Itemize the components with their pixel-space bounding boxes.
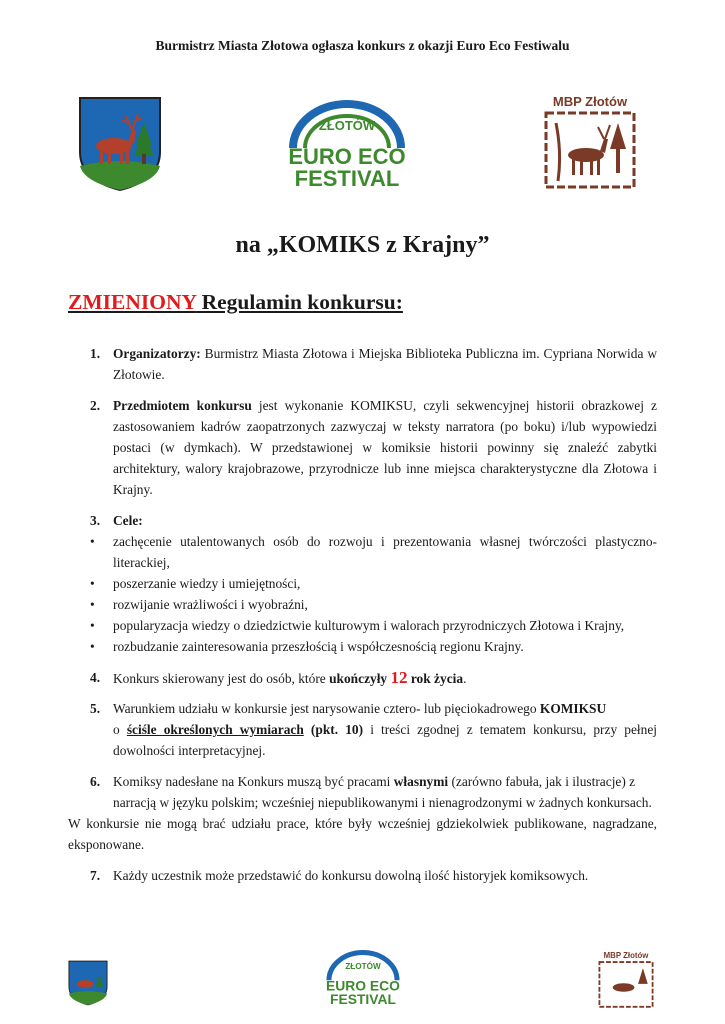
euro-eco-festival-logo bbox=[283, 100, 411, 192]
city-coat-of-arms-logo-small bbox=[68, 956, 108, 1010]
rule-6-text-2: (zarówno fabuła, jak i ilustracje) z narracją w języku polskim; wcześniej niepublikowanymi i nienagrodzonymi w żadnych konkursach. bbox=[113, 774, 652, 810]
festival-line2-small: FESTIVAL bbox=[330, 991, 396, 1008]
festival-line2: FESTIVAL bbox=[294, 166, 400, 191]
rule-5-bold-1: KOMIKSU bbox=[539, 701, 607, 716]
rule-1-text: Burmistrz Miasta Złotowa i Miejska Biblioteka Publiczna im. Cypriana Norwida w Złotowie. bbox=[113, 346, 657, 382]
rule-number: 5. bbox=[90, 701, 101, 716]
rule-2 bbox=[68, 395, 657, 500]
list-item: • zachęcenie utalentowanych osób do rozwoju i prezentowania własnej twórczości plastyczno-literackiej, bbox=[68, 531, 657, 573]
rule-4 bbox=[68, 667, 657, 689]
rule-5-bold-2: (pkt. 10) bbox=[303, 722, 364, 737]
changed-label: ZMIENIONY bbox=[68, 290, 197, 314]
library-logo-text-small: MBP Złotów bbox=[603, 950, 649, 960]
rule-4-bold: ukończyły bbox=[329, 671, 388, 686]
rule-6-bold: własnymi bbox=[393, 774, 449, 789]
exclusion-note: W konkursie nie mogą brać udziału prace, które były wcześniej gdziekolwiek publikowane, nagradzane, eksponowane. bbox=[68, 816, 657, 852]
rule-7 bbox=[68, 865, 657, 886]
list-item: • rozwijanie wrażliwości i wyobraźni, bbox=[68, 594, 657, 615]
age-value: 12 bbox=[390, 668, 408, 687]
page-header: Burmistrz Miasta Złotowa ogłasza konkurs z okazji Euro Eco Festiwalu bbox=[155, 38, 570, 53]
rule-5-underlined: ściśle określonych wymiarach bbox=[126, 722, 304, 737]
regulation-body bbox=[68, 343, 657, 886]
regulation-heading-text: Regulamin konkursu: bbox=[196, 290, 403, 314]
rule-number: 2. bbox=[90, 398, 101, 413]
rule-6-text-1: Komiksy nadesłane na Konkurs muszą być pracami bbox=[113, 774, 394, 789]
rule-4-end: . bbox=[463, 671, 467, 686]
rule-4-bold-2: rok życia bbox=[410, 671, 464, 686]
list-item: • poszerzanie wiedzy i umiejętności, bbox=[68, 573, 657, 594]
rule-number: 3. bbox=[90, 513, 101, 528]
list-item: • rozbudzanie zainteresowania przeszłością i współczesnością regionu Krajny. bbox=[68, 636, 657, 657]
rule-5 bbox=[68, 698, 657, 761]
festival-line1-small: EURO ECO bbox=[326, 977, 400, 994]
rule-number: 6. bbox=[90, 774, 101, 789]
euro-eco-festival-logo-small bbox=[322, 950, 404, 1008]
rule-6 bbox=[68, 771, 657, 813]
rule-3 bbox=[68, 510, 657, 531]
rule-2-label: Przedmiotem konkursu bbox=[113, 398, 252, 413]
rule-5-text-2: o bbox=[113, 722, 127, 737]
list-item: • popularyzacja wiedzy o dziedzictwie kulturowym i walorach przyrodniczych Złotowa i Krajny, bbox=[68, 615, 657, 636]
rule-1 bbox=[68, 343, 657, 385]
rule-3-label: Cele: bbox=[113, 513, 143, 528]
rule-number: 4. bbox=[90, 670, 101, 685]
rule-number: 1. bbox=[90, 346, 101, 361]
rule-1-label: Organizatorzy: bbox=[113, 346, 201, 361]
festival-arc-text: ZŁOTÓW bbox=[318, 118, 376, 133]
goals-list bbox=[68, 531, 657, 657]
rule-number: 7. bbox=[90, 868, 101, 883]
library-logo-small bbox=[598, 950, 654, 1008]
library-logo-text: MBP Złotów bbox=[552, 94, 628, 109]
festival-line1: EURO ECO bbox=[288, 144, 406, 169]
rule-7-text: Każdy uczestnik może przedstawić do konkursu dowolną ilość historyjek komiksowych. bbox=[113, 868, 589, 883]
rule-4-text: Konkurs skierowany jest do osób, które bbox=[113, 671, 330, 686]
rule-5-text-1: Warunkiem udziału w konkursie jest narysowanie cztero- lub pięciokadrowego bbox=[113, 701, 540, 716]
festival-arc-text-small: ZŁOTÓW bbox=[345, 961, 381, 971]
competition-title: na „KOMIKS z Krajny” bbox=[235, 232, 490, 258]
city-coat-of-arms-logo bbox=[78, 96, 162, 192]
library-logo bbox=[544, 93, 636, 189]
rule-5-text-3: i treści zgodnej z tematem konkursu, przy pełnej dowolności interpretacyjnej. bbox=[113, 722, 657, 758]
regulation-heading bbox=[68, 290, 403, 315]
rule-2-text: jest wykonanie KOMIKSU, czyli sekwencyjnej historii obrazkowej z zastosowaniem kadrów zaopatrzonych zazwyczaj w teksty narratora (po boku) i/lub wypowiedzi postaci (w dymkach). W przedstawionej w komiksie historii powinny się znaleźć zabytki architektury, walory krajobrazowe, przyrodnicze lub inne miejsca charakterystyczne dla Złotowa i Krajny. bbox=[113, 398, 657, 497]
